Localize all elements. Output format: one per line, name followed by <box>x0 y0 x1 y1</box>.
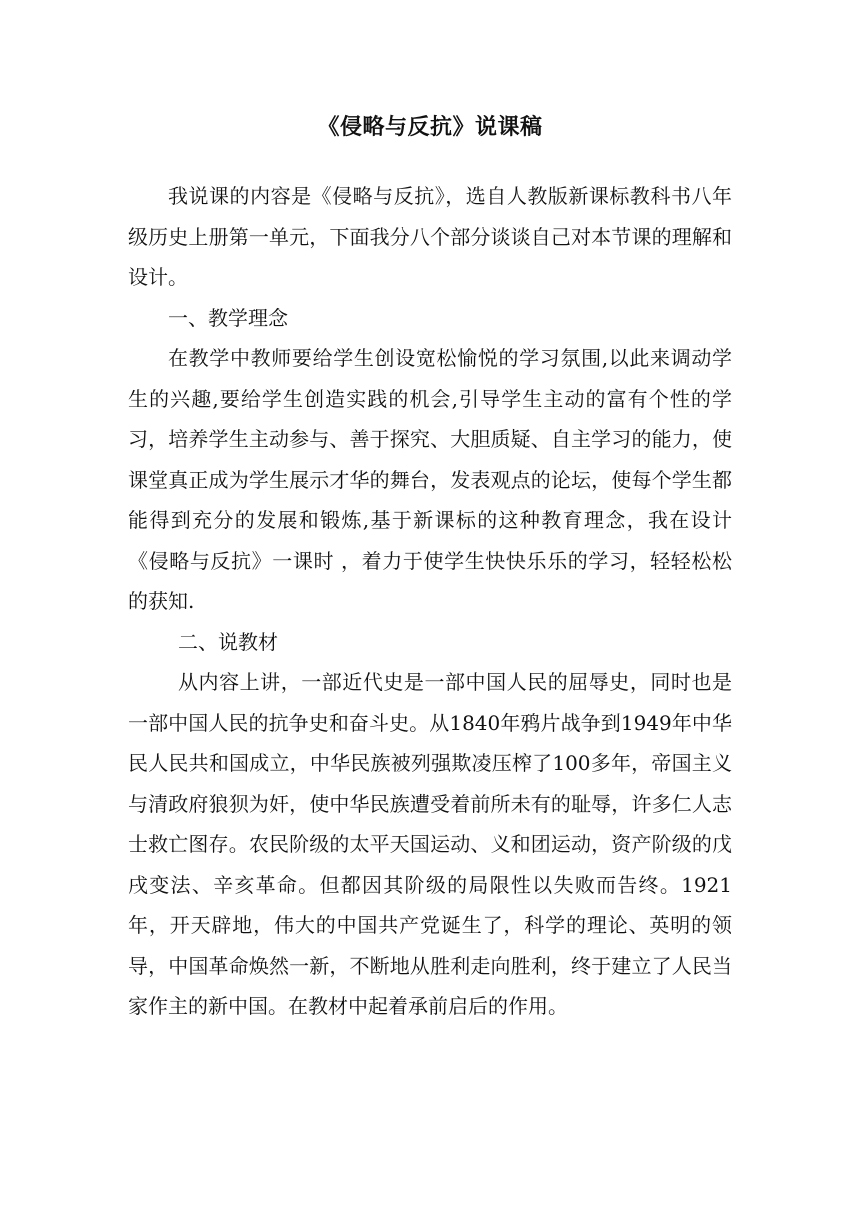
section-heading-textbook: 二、说教材 <box>178 629 278 654</box>
textbook-paragraph: 从内容上讲，一部近代史是一部中国人民的屈辱史，同时也是一部中国人民的抗争史和奋斗史。从1840年鸦片战争到1949年中华民人民共和国成立，中华民族被列强欺凌压榨了100多年，帝国主义与清政府狼狈为奸，使中华民族遭受着前所未有的耻辱，许多仁人志士救亡图存。农民阶级的太平天国运动、义和团运动，资产阶级的戊戌变法、辛亥革命。但都因其阶级的局限性以失败而告终。1921年，开天辟地，伟大的中国共产党诞生了，科学的理论、英明的领导，中国革命焕然一新，不断地从胜利走向胜利，终于建立了人民当家作主的新中国。在教材中起着承前启后的作用。 <box>128 670 732 1018</box>
section-heading-teaching-philosophy: 一、教学理念 <box>168 305 288 330</box>
intro-paragraph: 我说课的内容是《侵略与反抗》，选自人教版新课标教科书八年级历史上册第一单元，下面我分八个部分谈谈自己对本节课的理解和设计。 <box>128 184 732 289</box>
teaching-philosophy-paragraph: 在教学中教师要给学生创设宽松愉悦的学习氛围,以此来调动学生的兴趣,要给学生创造实践的机会,引导学生主动的富有个性的学习，培养学生主动参与、善于探究、大胆质疑、自主学习的能力，使课堂真正成为学生展示才华的舞台，发表观点的论坛，使每个学生都能得到充分的发展和锻炼,基于新课标的这种教育理念，我在设计《侵略与反抗》一课时 ，着力于使学生快快乐乐的学习，轻轻松松的获知. <box>128 346 732 613</box>
document-title: 《侵略与反抗》说课稿 <box>317 115 543 140</box>
document-body <box>128 176 732 1027</box>
